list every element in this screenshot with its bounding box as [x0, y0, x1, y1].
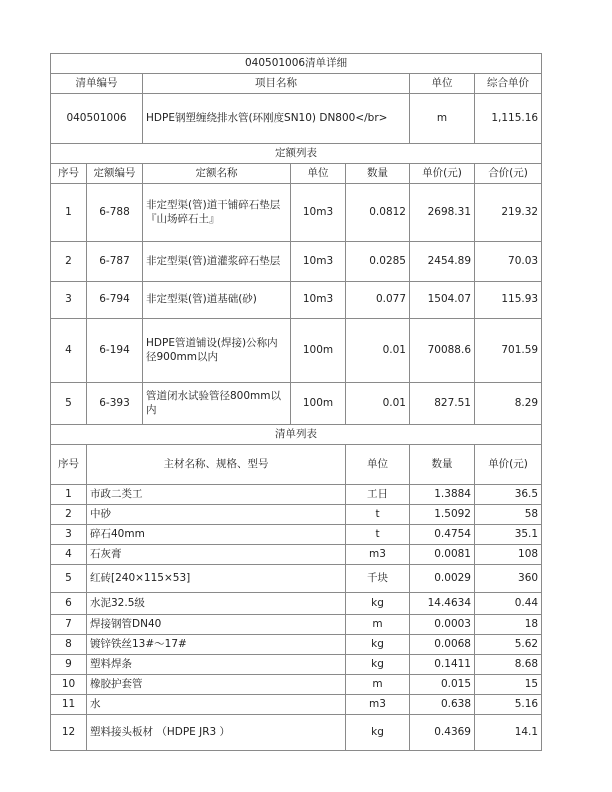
quota-total: 115.93: [475, 282, 542, 319]
material-unit: 千块: [346, 565, 410, 593]
material-unit: kg: [346, 635, 410, 655]
material-no: 5: [51, 565, 87, 593]
quota-no: 3: [51, 282, 87, 319]
material-no: 2: [51, 505, 87, 525]
quota-name: 管道闭水试验管径800mm以内: [143, 383, 291, 425]
quota-row: [51, 184, 542, 242]
material-unit-price: 5.16: [475, 695, 542, 715]
material-name: 镀锌铁丝13#～17#: [87, 635, 346, 655]
material-name: 橡胶护套管: [87, 675, 346, 695]
material-no: 8: [51, 635, 87, 655]
quota-no-header: 序号: [51, 164, 87, 184]
quota-total: 8.29: [475, 383, 542, 425]
bill-name: HDPE钢塑缠绕排水管(环刚度SN10) DN800</br>: [143, 94, 410, 144]
material-qty-header: 数量: [410, 445, 475, 485]
material-row: [51, 593, 542, 615]
bill-header-row: [51, 74, 542, 94]
quota-header-row: [51, 164, 542, 184]
material-name: 焊接钢管DN40: [87, 615, 346, 635]
material-unit: m3: [346, 695, 410, 715]
material-qty: 0.015: [410, 675, 475, 695]
material-name: 水泥32.5级: [87, 593, 346, 615]
bill-unit: m: [410, 94, 475, 144]
quota-name: HDPE管道铺设(焊接)公称内径900mm以内: [143, 319, 291, 383]
quota-unit: 100m: [291, 319, 346, 383]
material-qty: 1.5092: [410, 505, 475, 525]
bill-code-header: 清单编号: [51, 74, 143, 94]
quota-unit-price: 827.51: [410, 383, 475, 425]
material-unit: kg: [346, 593, 410, 615]
quota-row: [51, 242, 542, 282]
material-name: 红砖[240×115×53]: [87, 565, 346, 593]
material-row: [51, 655, 542, 675]
quota-unit: 10m3: [291, 282, 346, 319]
quota-code: 6-393: [87, 383, 143, 425]
bill-detail-table: [50, 53, 542, 751]
materials-section-row: [51, 425, 542, 445]
bill-unit-header: 单位: [410, 74, 475, 94]
quota-unit-price: 70088.6: [410, 319, 475, 383]
materials-header-row: [51, 445, 542, 485]
material-unit: 工日: [346, 485, 410, 505]
quota-qty: 0.01: [346, 383, 410, 425]
material-unit-price: 360: [475, 565, 542, 593]
title-row: [51, 54, 542, 74]
quota-unit: 10m3: [291, 242, 346, 282]
quota-unit-price: 2454.89: [410, 242, 475, 282]
quota-unit-header: 单位: [291, 164, 346, 184]
material-no: 9: [51, 655, 87, 675]
material-unit-price: 14.1: [475, 715, 542, 751]
material-row: [51, 715, 542, 751]
material-name-header: 主材名称、规格、型号: [87, 445, 346, 485]
quota-unit-price-header: 单价(元): [410, 164, 475, 184]
quota-row: [51, 383, 542, 425]
material-row: [51, 675, 542, 695]
quota-section-title: 定额列表: [51, 144, 542, 164]
material-qty: 0.1411: [410, 655, 475, 675]
material-qty: 14.4634: [410, 593, 475, 615]
material-no: 7: [51, 615, 87, 635]
quota-name: 非定型渠(管)道灌浆碎石垫层: [143, 242, 291, 282]
quota-unit-price: 1504.07: [410, 282, 475, 319]
material-row: [51, 695, 542, 715]
bill-code: 040501006: [51, 94, 143, 144]
material-unit: m: [346, 615, 410, 635]
material-row: [51, 565, 542, 593]
material-name: 水: [87, 695, 346, 715]
material-qty: 0.0029: [410, 565, 475, 593]
material-unit: t: [346, 525, 410, 545]
material-unit: kg: [346, 715, 410, 751]
quota-code: 6-194: [87, 319, 143, 383]
quota-row: [51, 319, 542, 383]
material-unit-price: 18: [475, 615, 542, 635]
material-unit: kg: [346, 655, 410, 675]
quota-name: 非定型渠(管)道基础(砂): [143, 282, 291, 319]
material-name: 塑料焊条: [87, 655, 346, 675]
material-unit-price: 8.68: [475, 655, 542, 675]
material-no: 12: [51, 715, 87, 751]
quota-section-row: [51, 144, 542, 164]
quota-qty: 0.077: [346, 282, 410, 319]
quota-total: 219.32: [475, 184, 542, 242]
quota-qty: 0.0812: [346, 184, 410, 242]
quota-name: 非定型渠(管)道干铺碎石垫层『山场碎石土』: [143, 184, 291, 242]
material-qty: 0.0003: [410, 615, 475, 635]
material-no: 10: [51, 675, 87, 695]
material-unit-price: 5.62: [475, 635, 542, 655]
bill-name-header: 项目名称: [143, 74, 410, 94]
material-unit-price: 35.1: [475, 525, 542, 545]
material-row: [51, 525, 542, 545]
quota-row: [51, 282, 542, 319]
material-row: [51, 615, 542, 635]
quota-code: 6-788: [87, 184, 143, 242]
material-qty: 0.4369: [410, 715, 475, 751]
quota-unit: 10m3: [291, 184, 346, 242]
quota-total: 701.59: [475, 319, 542, 383]
material-qty: 1.3884: [410, 485, 475, 505]
material-row: [51, 635, 542, 655]
material-unit-price: 0.44: [475, 593, 542, 615]
material-no-header: 序号: [51, 445, 87, 485]
material-no: 6: [51, 593, 87, 615]
material-row: [51, 505, 542, 525]
material-no: 1: [51, 485, 87, 505]
quota-code: 6-794: [87, 282, 143, 319]
material-qty: 0.4754: [410, 525, 475, 545]
quota-no: 4: [51, 319, 87, 383]
table-title: 040501006清单详细: [51, 54, 542, 74]
material-unit-price: 108: [475, 545, 542, 565]
quota-total: 70.03: [475, 242, 542, 282]
material-unit-header: 单位: [346, 445, 410, 485]
material-unit: m: [346, 675, 410, 695]
material-unit-price: 36.5: [475, 485, 542, 505]
quota-unit: 100m: [291, 383, 346, 425]
materials-section-title: 清单列表: [51, 425, 542, 445]
material-name: 塑料接头板材 （HDPE JR3 ）: [87, 715, 346, 751]
material-no: 4: [51, 545, 87, 565]
quota-code-header: 定额编号: [87, 164, 143, 184]
material-unit: m3: [346, 545, 410, 565]
bill-price-header: 综合单价: [475, 74, 542, 94]
material-row: [51, 485, 542, 505]
quota-total-header: 合价(元): [475, 164, 542, 184]
quota-no: 1: [51, 184, 87, 242]
material-row: [51, 545, 542, 565]
material-name: 碎石40mm: [87, 525, 346, 545]
material-name: 石灰膏: [87, 545, 346, 565]
material-unit-price-header: 单价(元): [475, 445, 542, 485]
material-unit-price: 58: [475, 505, 542, 525]
quota-name-header: 定额名称: [143, 164, 291, 184]
material-name: 市政二类工: [87, 485, 346, 505]
material-no: 11: [51, 695, 87, 715]
material-qty: 0.0081: [410, 545, 475, 565]
material-no: 3: [51, 525, 87, 545]
quota-qty-header: 数量: [346, 164, 410, 184]
quota-no: 5: [51, 383, 87, 425]
bill-price: 1,115.16: [475, 94, 542, 144]
quota-code: 6-787: [87, 242, 143, 282]
material-name: 中砂: [87, 505, 346, 525]
quota-no: 2: [51, 242, 87, 282]
quota-qty: 0.01: [346, 319, 410, 383]
material-qty: 0.0068: [410, 635, 475, 655]
material-unit: t: [346, 505, 410, 525]
bill-row: [51, 94, 542, 144]
material-qty: 0.638: [410, 695, 475, 715]
quota-unit-price: 2698.31: [410, 184, 475, 242]
material-unit-price: 15: [475, 675, 542, 695]
quota-qty: 0.0285: [346, 242, 410, 282]
